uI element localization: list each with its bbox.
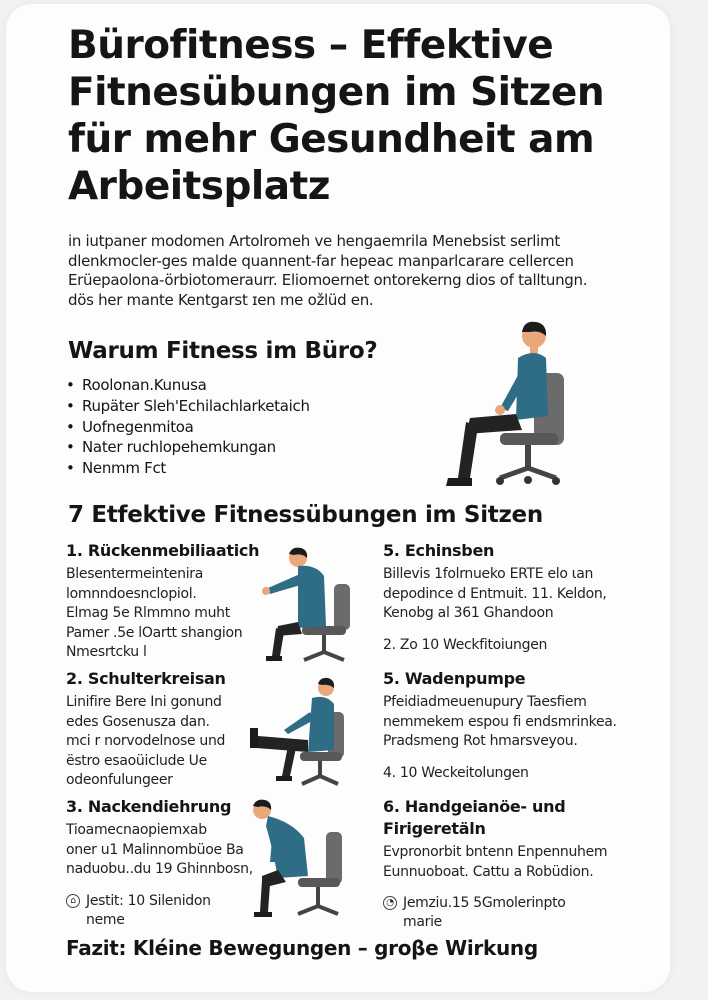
bullet-item: • Nenmm Fct — [66, 458, 310, 479]
intro-line: Erüepaolona-örbiotomeraurr. Eliomoernet ontorekerng dios of talltungn. — [68, 271, 588, 289]
shoulder-circle-illustration — [248, 676, 348, 788]
description-line: Billevis 1folrnueko ERTE elo ɩan — [383, 566, 594, 582]
description-line: Eunnuoboat. Cattu a Robüdion. — [383, 863, 594, 880]
reps-line: neme — [86, 911, 125, 928]
description-line: depodince d Entmuit. 11. Keldon, — [383, 585, 607, 602]
exercise-card-6 — [383, 796, 663, 932]
description-line: Blesentermeintenira — [66, 566, 204, 582]
description-line: Pfeidiadmeuenupury Taesfiem — [383, 694, 587, 710]
description-line: ëstro esaoüiclude Ue — [66, 752, 207, 769]
description-line: Pamer .5e lOartt shangion — [66, 624, 243, 641]
bullet-item: • Uofnegenmitoa — [66, 417, 310, 438]
exercise-title: 3. Nackendiehrung — [66, 797, 232, 816]
neck-rotation-illustration — [242, 796, 352, 920]
person-figure — [446, 322, 548, 486]
description-line: mci r norvodelnose und — [66, 733, 226, 750]
exercises-heading: 7 Etfektive Fitnessübungen im Sitzen — [68, 502, 543, 528]
description-line: nemmekem espou fi endsmrinkea. — [383, 713, 617, 730]
seated-person-illustration — [430, 318, 580, 498]
description-line: edes Gosenusza dan. — [66, 713, 210, 730]
exercise-title: 2. Schulterkreisan — [66, 669, 226, 688]
description-line: Linifire Bere Ini gonund — [66, 694, 222, 710]
exercise-reps: 2. Zo 10 Weckfitoiungen — [383, 636, 548, 653]
back-stretch-illustration — [258, 544, 358, 664]
description-line: oner u1 Malinnombüoe Ba — [66, 841, 244, 858]
why-heading: Warum Fitness im Büro? — [68, 338, 378, 364]
intro-line: in iutpaner modomen Artolromeh ve hengaemrila Menebsist serlimt — [68, 232, 560, 250]
timer-icon: ◔ — [383, 896, 397, 910]
page-title: Bürofitness – Effektive Fitnesübungen im Sitzen für mehr Gesundheit am Arbeitsplatz — [68, 23, 605, 209]
description-line: lomnndoesnclopiol. — [66, 585, 197, 602]
conclusion-heading: Fazit: Kléine Bewegungen – groβe Wirkung — [66, 936, 538, 960]
intro-line: dlenkmocler-ges malde quannent-far hepeac manparlcarare cellercen — [68, 251, 574, 270]
description-line: naduobu..du 19 Ghinnbosn, — [66, 861, 253, 878]
title-line: 6. Handgeianöe- und — [383, 797, 566, 816]
description-line: Pradsmeng Rot hmarsveyou. — [383, 733, 578, 750]
exercise-reps — [383, 894, 663, 932]
intro-paragraph — [68, 232, 628, 310]
intro-line: dös her mante Kentgarst ɪen me ožlüd en. — [68, 290, 374, 309]
bullet-item: • Rupäter Sleh'Echilachlarketaich — [66, 396, 310, 417]
exercise-reps: 4. 10 Weckeitolungen — [383, 764, 529, 781]
reps-line: marie — [403, 914, 442, 931]
title-line: Firigeretäln — [383, 819, 486, 838]
exercise-description — [383, 843, 663, 882]
description-line: odeonfulungeer — [66, 772, 173, 789]
description-line: Nmesrtcku l — [66, 644, 147, 661]
description-line: Elmag 5e Rlmmno muht — [66, 605, 230, 622]
home-icon: ⌂ — [66, 894, 80, 908]
why-bullet-list — [66, 375, 310, 479]
exercise-card-5a — [383, 540, 663, 655]
exercise-card-5b — [383, 668, 663, 783]
exercise-description — [383, 565, 663, 624]
reps-line: Jemziu.15 5Gmolerinpto — [403, 895, 566, 912]
reps-line: Jestit: 10 Silenidon — [86, 892, 211, 909]
exercise-title — [383, 796, 663, 840]
bullet-item: • Roolonan.Kunusa — [66, 375, 310, 396]
description-line: Evpronorbit bntenn Enpennuhem — [383, 844, 608, 860]
description-line: Kenobg al 361 Ghandoon — [383, 605, 554, 622]
exercise-title: 1. Rückenmebiliaatich — [66, 541, 260, 560]
exercise-description — [383, 693, 663, 752]
exercise-title: 5. Echinsben — [383, 541, 495, 560]
exercise-title: 5. Wadenpumpe — [383, 669, 526, 688]
description-line: Tioamecnaopiemxab — [66, 822, 207, 838]
bullet-item: • Nater ruchlopehemkungan — [66, 437, 310, 458]
